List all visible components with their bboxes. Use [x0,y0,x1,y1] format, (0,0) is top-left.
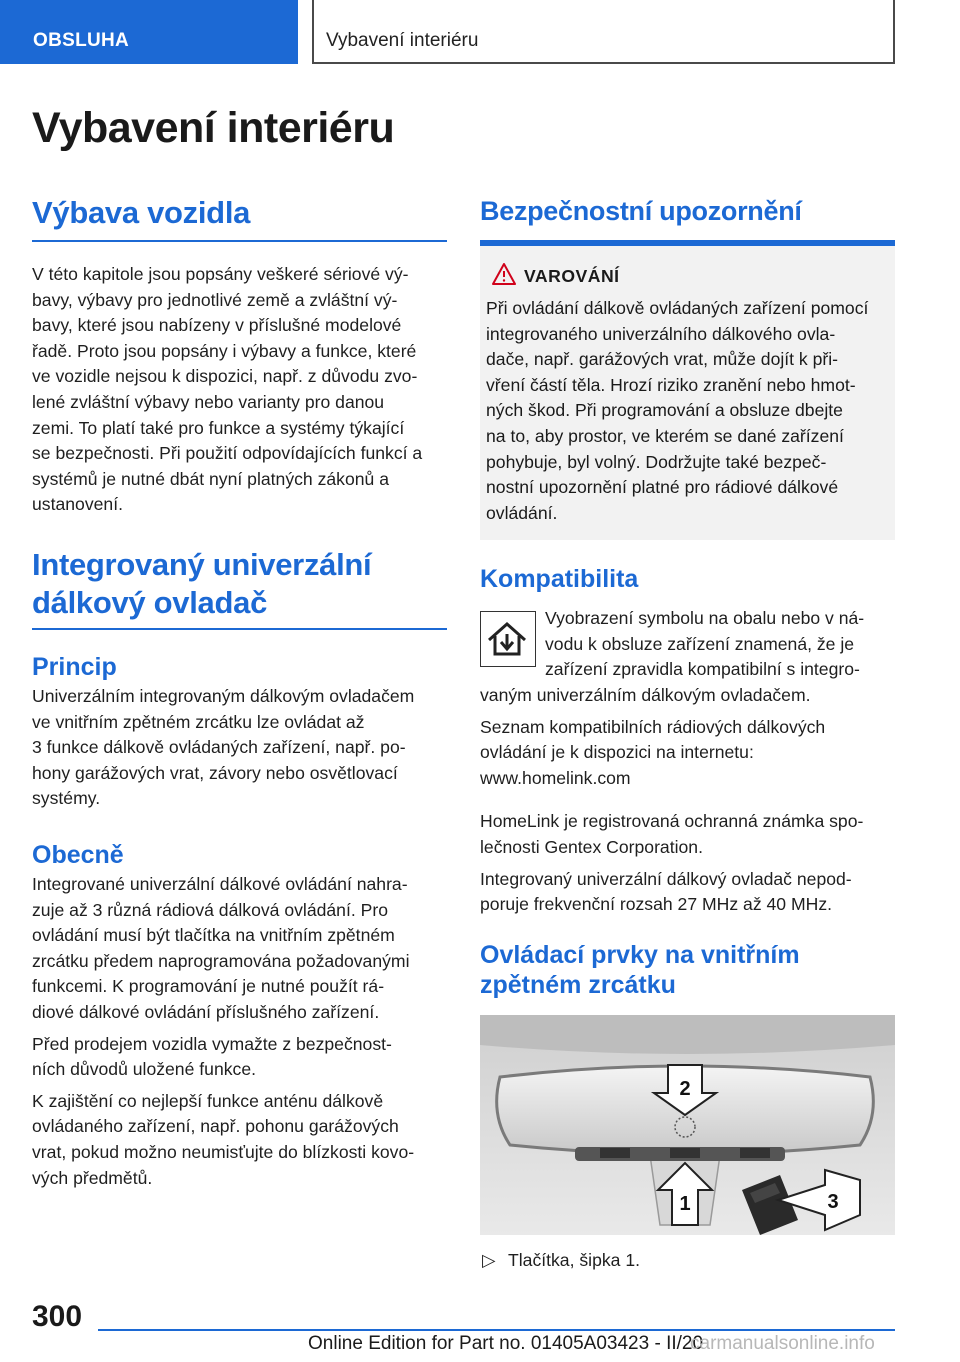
section-header [312,0,895,64]
heading-integrovany: Integrovaný univerzální dálkový ovladač [32,546,447,630]
para-kompatibilita-3: HomeLink je registrovaná ochranná známka spo- lečnosti Gentex Corporation. [480,811,864,857]
warning-box [480,240,895,540]
figure-caption: Tlačítka, šipka 1. [508,1250,641,1270]
para-obecne-3: K zajištění co nejlepší funkce anténu dálkově ovládaného zařízení, např. pohonu garážových vrat, pokud možno neumisťujte do blízkosti kovo- vých předmětů. [32,1090,415,1188]
heading-obecne: Obecně [32,841,124,869]
para-vybava: V této kapitole jsou popsány veškeré sériové vý- bavy, výbavy pro jednotlivé země a zvláštní vý- bavy, které jsou nabízeny v příslušné modelové řadě. Proto jsou popsány i výbavy a funkce, které ve vozidle nejsou k dispozici, např. z důvodu zvo- lené zvláštní výbavy nebo varianty pro danou zemi. To platí také pro funkce a systémy týkající se bezpečnosti. Při použití odpovídajících funkcí a systémů je nutné dbát nyní platných zákonů a ustanovení. [32,264,423,515]
heading-kompatibilita: Kompatibilita [480,565,639,593]
para-kompatibilita-2: Seznam kompatibilních rádiových dálkových ovládání je k dispozici na internetu: www.homelink.com [480,715,896,792]
callout-3: 3 [827,1191,839,1213]
footer-divider [98,1329,895,1331]
chapter-tab [0,0,298,64]
homelink-house-icon [480,611,536,667]
para-princip: Univerzálním integrovaným dálkovým ovladačem ve vnitřním zpětném zrcátku lze ovládat až 3 funkce dálkově ovládaných zařízení, např. po- hony garážových vrat, závory nebo osvětlovací systémy. [32,686,415,809]
page-title: Vybavení interiéru [32,104,395,152]
warning-title: VAROVÁNÍ [524,266,620,286]
heading-vybava: Výbava vozidla [32,194,447,242]
section-princip [32,652,447,812]
heading-ovladaci: Ovládací prvky na vnitřním zpětném zrcátku [480,941,800,999]
section-header-label: Vybavení interiéru [326,30,479,51]
footer-edition: Online Edition for Part no. 01405A03423 - II/20 [308,1333,704,1354]
footer-watermark: carmanualsonline.info [690,1333,875,1354]
warning-text: Při ovládání dálkově ovládaných zařízení pomocí integrovaného univerzálního dálkového ovla- dače, např. garážových vrat, může dojít k při- vření částí těla. Hrozí riziko zranění nebo hmot- ných škod. Při programování a obsluze dbejte na to, aby prostor, ve kterém se dané zařízení pohybuje, byl volný. Dodržujte také bezpeč- nostní upozornění platné pro rádiové dálkové ovládání. [486,298,869,523]
section-vybava [32,194,447,518]
page-number: 300 [32,1300,83,1333]
para-obecne-1: Integrované univerzální dálkové ovládání nahra- zuje až 3 různá rádiová dálková ovládání. Pro ovládání musí být tlačítka na vnitřním zpětném zrcátku předem naprogramována požadovanými funkcemi. K programování je nutné použít rá- diové dálkové ovládání příslušného zařízení. [32,874,410,1022]
callout-2: 2 [679,1078,691,1100]
chapter-tab-label: OBSLUHA [33,30,130,51]
homelink-url: www.homelink.com [480,767,631,788]
heading-bezpecnost: Bezpečnostní upozornění [480,196,802,226]
mirror-photo [480,1015,895,1235]
para-kompatibilita-4: Integrovaný univerzální dálkový ovladač nepod- poruje frekvenční rozsah 27 MHz až 40 MHz. [480,868,852,915]
caption-marker: ▷ [482,1250,496,1270]
para-kompatibilita-indented: Vyobrazení symbolu na obalu nebo v ná- vodu k obsluze zařízení znamená, že je zařízení zpravidla kompatibilní s integro- [545,608,865,680]
warning-triangle-icon [492,262,516,286]
para-obecne-2: Před prodejem vozidla vymažte z bezpečnost- ních důvodů uložené funkce. [32,1033,392,1080]
section-obecne [32,840,447,1191]
para-kompatibilita-body: vaným univerzálním dálkovým ovladačem. Seznam kompatibilních rádiových dálkových ovládání je k dispozici na internetu: www.homelink.com HomeLink je registrovaná ochranná známka spo- lečnosti Gentex Corporation. Integrovaný univerzální dálkový ovladač nepod- poruje frekvenční rozsah 27 MHz až 40 MHz. [480,683,896,918]
heading-princip: Princip [32,653,117,681]
callout-1: 1 [679,1193,691,1215]
